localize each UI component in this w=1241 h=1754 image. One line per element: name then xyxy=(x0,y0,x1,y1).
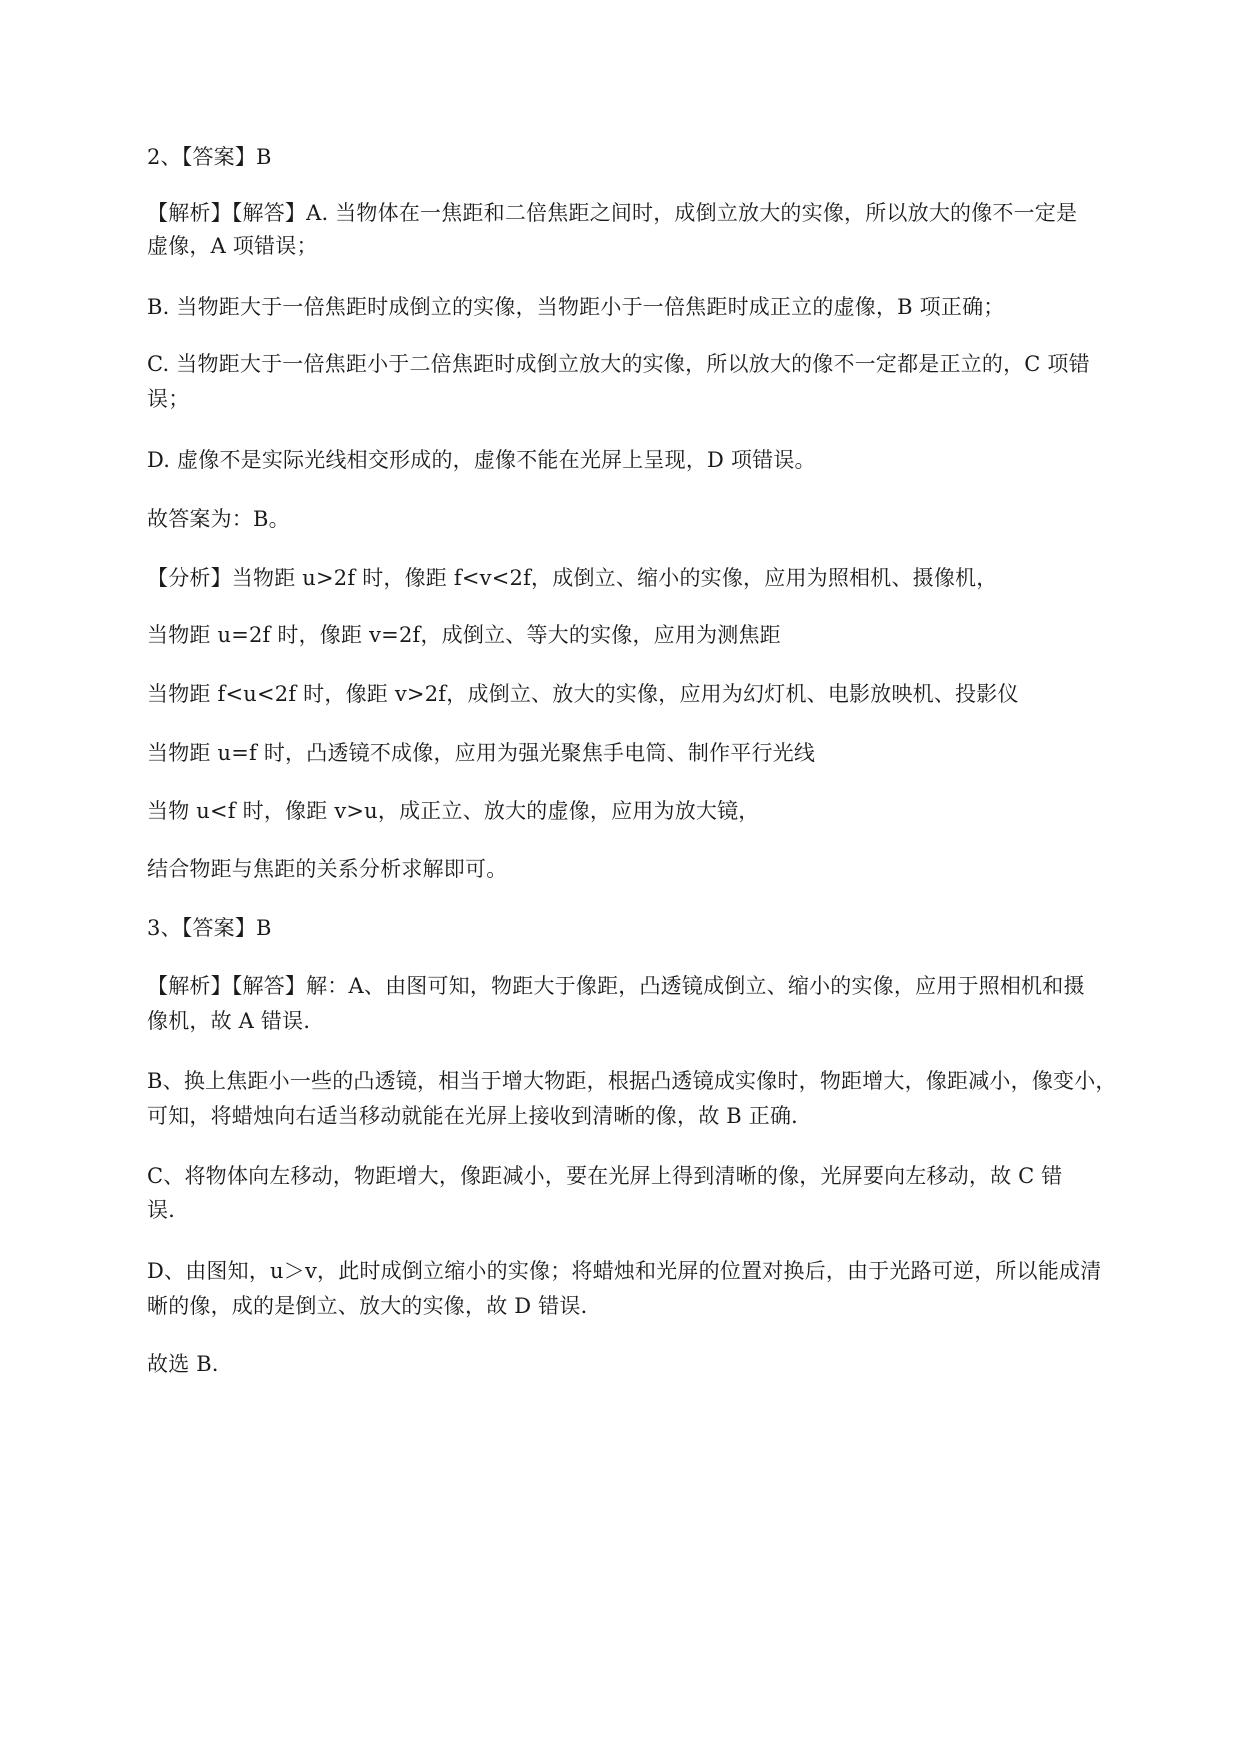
analysis-summary-line: 当物距 f<u<2f 时，像距 v>2f，成倒立、放大的实像，应用为幻灯机、电影放映机、投影仪 xyxy=(147,682,1019,706)
option-c-line: C. 当物距大于一倍焦距小于二倍焦距时成倒立放大的实像，所以放大的像不一定都是正立的，C 项错 xyxy=(147,352,1090,376)
analysis-summary-line: 当物距 u=2f 时，像距 v=2f，成倒立、等大的实像，应用为测焦距 xyxy=(147,623,781,647)
option-c-line: C、将物体向左移动，物距增大，像距减小，要在光屏上得到清晰的像，光屏要向左移动，故 C 错 xyxy=(147,1164,1063,1188)
option-c-line: 误； xyxy=(147,387,190,411)
final-answer-line: 故选 B． xyxy=(147,1352,234,1376)
analysis-summary-line: 结合物距与焦距的关系分析求解即可。 xyxy=(147,857,508,881)
analysis-summary-line: 【分析】当物距 u>2f 时，像距 f<v<2f，成倒立、缩小的实像，应用为照相机、摄像机， xyxy=(147,566,998,590)
analysis-summary-line: 当物距 u=f 时，凸透镜不成像，应用为强光聚焦手电筒、制作平行光线 xyxy=(147,741,816,765)
option-b-line: B、换上焦距小一些的凸透镜，相当于增大物距，根据凸透镜成实像时，物距增大，像距减小，像变小， xyxy=(147,1069,1117,1093)
answer-line: 故答案为：B。 xyxy=(147,507,290,531)
option-d-line: D、由图知，u＞v，此时成倒立缩小的实像；将蜡烛和光屏的位置对换后，由于光路可逆，所以能成清 xyxy=(147,1259,1102,1283)
option-b-line: 可知，将蜡烛向右适当移动就能在光屏上接收到清晰的像，故 B 正确． xyxy=(147,1104,813,1128)
answer-3-heading: 3、【答案】B xyxy=(147,916,272,940)
option-c-line: 误． xyxy=(147,1198,190,1222)
analysis-summary-line: 当物 u<f 时，像距 v>u，成正立、放大的虚像，应用为放大镜， xyxy=(147,799,760,823)
analysis-line: 【解析】【解答】解：A、由图可知，物距大于像距，凸透镜成倒立、缩小的实像，应用于照相机和摄 xyxy=(147,974,1085,998)
option-b-line: B. 当物距大于一倍焦距时成倒立的实像，当物距小于一倍焦距时成正立的虚像，B 项正确； xyxy=(147,295,1005,319)
analysis-line: 像机，故 A 错误． xyxy=(147,1009,325,1033)
option-d-line: 晰的像，成的是倒立、放大的实像，故 D 错误． xyxy=(147,1294,602,1318)
analysis-line: 【解析】【解答】A. 当物体在一焦距和二倍焦距之间时，成倒立放大的实像，所以放大的像不一定是 xyxy=(147,201,1078,225)
analysis-line: 虚像，A 项错误； xyxy=(147,234,318,258)
option-d-line: D. 虚像不是实际光线相交形成的，虚像不能在光屏上呈现，D 项错误。 xyxy=(147,448,816,472)
answer-2-heading: 2、【答案】B xyxy=(147,145,272,169)
